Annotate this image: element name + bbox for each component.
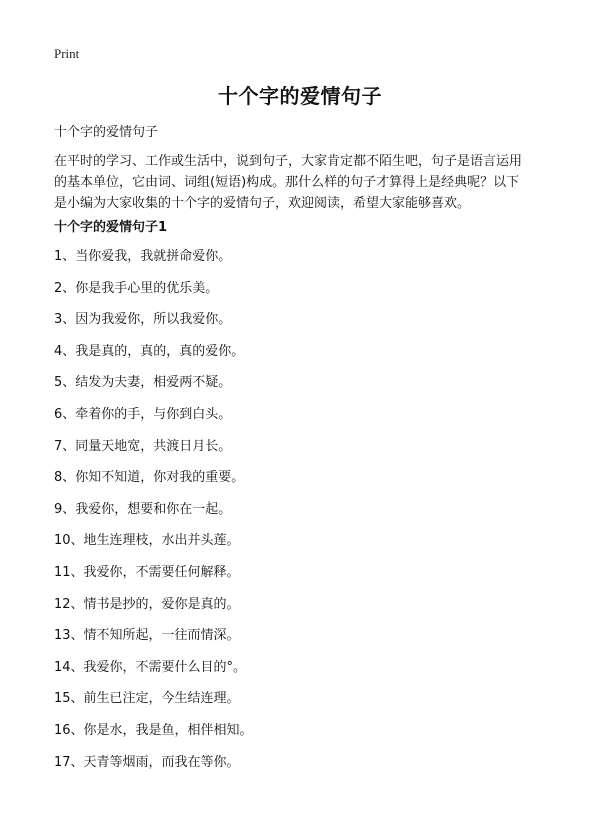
sentence-list [54,247,253,784]
list-item: 13、情不知所起，一往而情深。 [54,628,240,644]
intro-line: 在平时的学习、工作或生活中，说到句子，大家肯定都不陌生吧，句子是语言运用 [54,154,523,169]
list-item: 11、我爱你，不需要任何解释。 [54,564,240,580]
intro-line: 的基本单位，它由词、词组(短语)构成。那什么样的句子才算得上是经典呢？以下 [54,175,520,190]
page-title: 十个字的爱情句子 [218,84,382,108]
list-item: 14、我爱你，不需要什么目的°。 [54,659,247,675]
list-item: 6、牵着你的手，与你到白头。 [54,406,232,422]
list-item: 8、你知不知道，你对我的重要。 [54,470,245,486]
list-item: 3、因为我爱你，所以我爱你。 [54,312,232,328]
list-item: 9、我爱你，想要和你在一起。 [54,501,232,517]
article-subtitle: 十个字的爱情句子 [54,125,159,140]
list-item: 12、情书是抄的，爱你是真的。 [54,596,240,612]
list-item: 10、地生连理枝，水出并头莲。 [54,533,240,549]
print-link[interactable]: Print [54,46,80,61]
intro-line: 是小编为大家收集的十个字的爱情句子，欢迎阅读，希望大家能够喜欢。 [54,196,471,211]
list-item: 16、你是水，我是鱼，相伴相知。 [54,722,253,738]
intro-paragraph [54,151,554,214]
list-item: 5、结发为夫妻，相爱两不疑。 [54,375,232,391]
list-item: 15、前生已注定，今生结连理。 [54,691,240,707]
list-item: 17、天青等烟雨，而我在等你。 [54,754,240,770]
list-item: 1、当你爱我，我就拼命爱你。 [54,249,232,264]
section-heading: 十个字的爱情句子1 [54,220,168,235]
list-item: 7、同量天地宽，共渡日月长。 [54,438,232,454]
list-item: 4、我是真的，真的，真的爱你。 [54,343,245,359]
list-item: 2、你是我手心里的优乐美。 [54,280,219,296]
